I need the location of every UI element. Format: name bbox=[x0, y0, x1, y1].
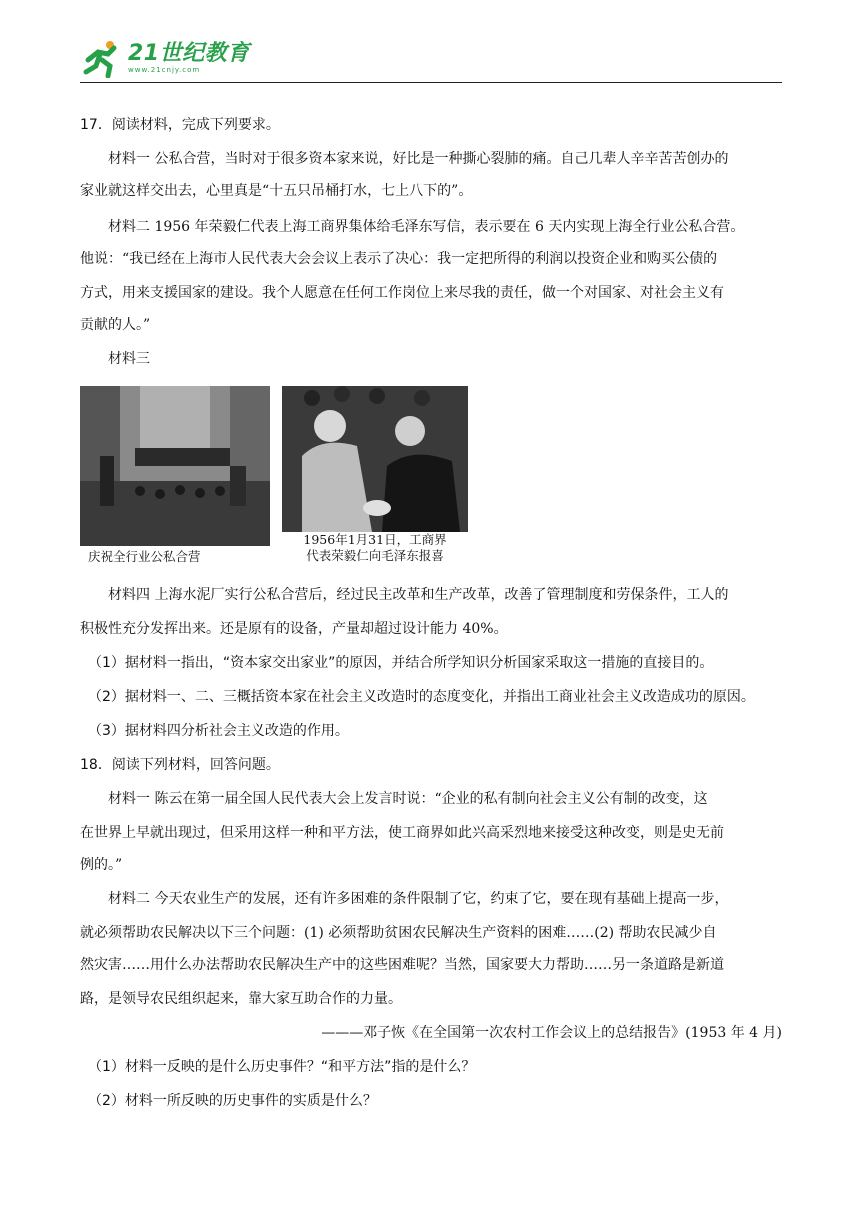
handshake-image bbox=[282, 386, 468, 532]
q17-material-2-line-1: 材料二 1956 年荣毅仁代表上海工商界集体给毛泽东写信，表示要在 6 天内实现上海全行业公私合营。 bbox=[108, 219, 745, 235]
photo-1-caption: 庆祝全行业公私合营 bbox=[88, 549, 201, 564]
q18-material-2-line-4: 路，是领导农民组织起来，靠大家互助合作的力量。 bbox=[80, 991, 402, 1007]
photo-2-caption bbox=[282, 532, 468, 568]
photo-2-caption-line-1: 1956年1月31日，工商界 bbox=[303, 532, 447, 547]
photo-celebration bbox=[80, 386, 270, 568]
question-17-title: 17．阅读材料，完成下列要求。 bbox=[80, 117, 280, 133]
street-parade-image bbox=[80, 386, 270, 546]
photo-handshake bbox=[282, 386, 468, 568]
q18-material-1-line-3: 例的。” bbox=[80, 857, 123, 873]
q17-material-1-line-2: 家业就这样交出去，心里真是“十五只吊桶打水，七上八下的”。 bbox=[80, 183, 473, 199]
q17-material-2-line-3: 方式，用来支援国家的建设。我个人愿意在任何工作岗位上来尽我的责任，做一个对国家、对社会主义有 bbox=[80, 285, 724, 301]
q17-material-4-line-2: 积极性充分发挥出来。还是原有的设备，产量却超过设计能力 40%。 bbox=[80, 621, 508, 637]
q18-subquestion-1: （1）材料一反映的是什么历史事件？“和平方法”指的是什么？ bbox=[88, 1059, 476, 1075]
q17-subquestion-3: （3）据材料四分析社会主义改造的作用。 bbox=[88, 723, 349, 739]
q18-subquestion-2: （2）材料一所反映的历史事件的实质是什么？ bbox=[88, 1093, 377, 1109]
material-3-photos bbox=[80, 386, 466, 568]
runner-logo-icon bbox=[80, 38, 126, 78]
q18-material-1-line-2: 在世界上早就出现过，但采用这样一种和平方法，使工商界如此兴高采烈地来接受这种改变，则是史无前 bbox=[80, 825, 724, 841]
photo-2-caption-line-2: 代表荣毅仁向毛泽东报喜 bbox=[306, 548, 444, 563]
q17-material-4-line-1: 材料四 上海水泥厂实行公私合营后，经过民主改革和生产改革，改善了管理制度和劳保条件，工人的 bbox=[108, 587, 729, 603]
q17-material-2-line-4: 贡献的人。” bbox=[80, 317, 151, 333]
question-18-title: 18．阅读下列材料，回答问题。 bbox=[80, 757, 280, 773]
q17-material-2-line-2: 他说：“我已经在上海市人民代表大会会议上表示了决心：我一定把所得的利润以投资企业和购买公债的 bbox=[80, 251, 718, 267]
page-header bbox=[80, 36, 782, 83]
q18-material-2-line-3: 然灾害……用什么办法帮助农民解决生产中的这些困难呢？当然，国家要大力帮助……另一条道路是新道 bbox=[80, 957, 724, 973]
q17-material-3-label: 材料三 bbox=[108, 351, 150, 367]
q18-material-2-line-2: 就必须帮助农民解决以下三个问题：(1) 必须帮助贫困农民解决生产资料的困难……(2) 帮助农民减少自 bbox=[80, 925, 717, 941]
site-logo bbox=[80, 38, 250, 78]
q18-source-citation: ———邓子恢《在全国第一次农村工作会议上的总结报告》(1953 年 4 月) bbox=[321, 1025, 782, 1041]
q18-material-2-line-1: 材料二 今天农业生产的发展，还有许多困难的条件限制了它，约束了它，要在现有基础上提高一步， bbox=[108, 891, 729, 907]
q17-subquestion-1: （1）据材料一指出，“资本家交出家业”的原因，并结合所学知识分析国家采取这一措施的直接目的。 bbox=[88, 655, 714, 671]
q17-subquestion-2: （2）据材料一、二、三概括资本家在社会主义改造时的态度变化，并指出工商业社会主义改造成功的原因。 bbox=[88, 689, 755, 705]
q18-material-1-line-1: 材料一 陈云在第一届全国人民代表大会上发言时说：“企业的私有制向社会主义公有制的改变，这 bbox=[108, 791, 708, 807]
logo-title: 21世纪教育 bbox=[128, 40, 250, 66]
q17-material-1-line-1: 材料一 公私合营，当时对于很多资本家来说，好比是一种撕心裂肺的痛。自己几辈人辛辛苦苦创办的 bbox=[108, 151, 729, 167]
logo-url: www.21cnjy.com bbox=[128, 65, 201, 74]
